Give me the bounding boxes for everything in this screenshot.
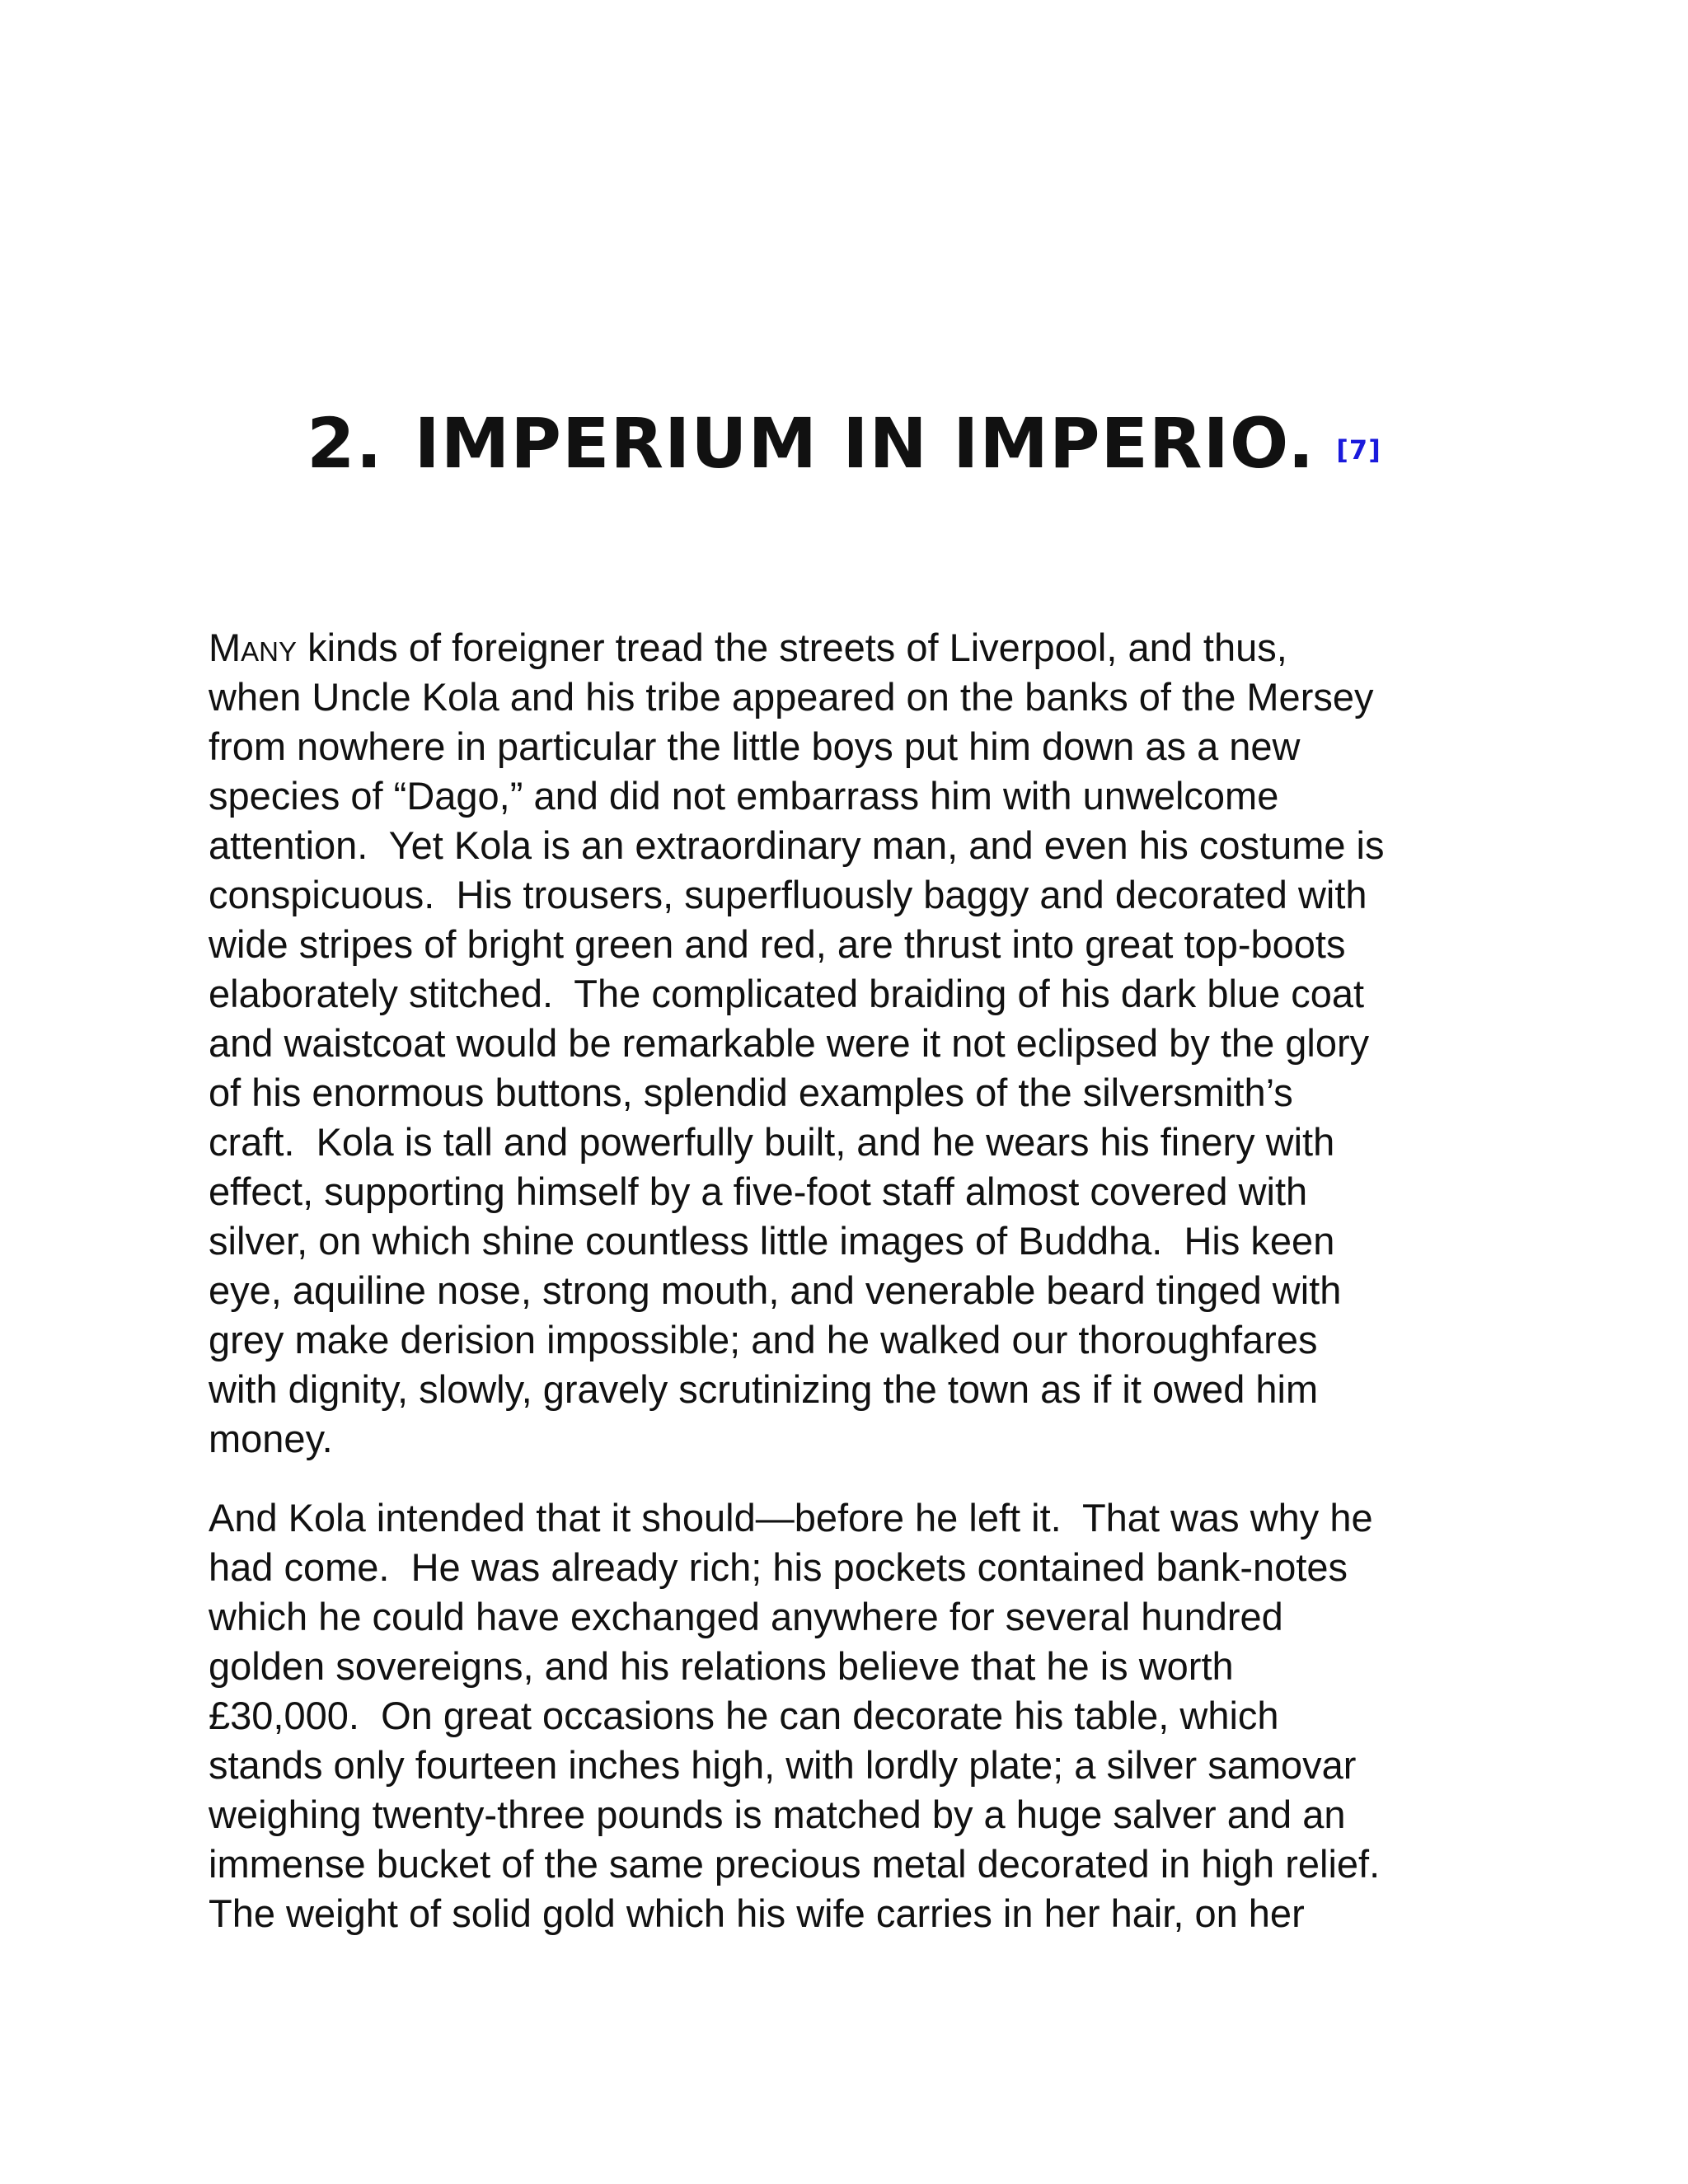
paragraph-line: stands only fourteen inches high, with lordly plate; a silver samovar <box>209 1743 1357 1787</box>
paragraph-line: grey make derision impossible; and he walked our thoroughfares <box>209 1318 1318 1361</box>
paragraph-line: conspicuous. His trousers, superfluously baggy and decorated with <box>209 873 1367 916</box>
lead-smallcaps-word: Many <box>209 626 298 669</box>
paragraph-line: when Uncle Kola and his tribe appeared on the banks of the Mersey <box>209 675 1374 719</box>
paragraph-line: attention. Yet Kola is an extraordinary man, and even his costume is <box>209 823 1385 867</box>
paragraph-line: Many kinds of foreigner tread the streets of Liverpool, and thus, <box>209 626 1287 669</box>
paragraph-1 <box>209 623 1494 1464</box>
paragraph-line: £30,000. On great occasions he can decorate his table, which <box>209 1694 1279 1737</box>
paragraph-line: with dignity, slowly, gravely scrutinizing the town as if it owed him <box>209 1367 1319 1411</box>
paragraph-line: from nowhere in particular the little boys put him down as a new <box>209 724 1301 768</box>
paragraph-line: elaborately stitched. The complicated braiding of his dark blue coat <box>209 972 1365 1015</box>
footnote-link[interactable]: [7] <box>1336 434 1381 466</box>
paragraph-2 <box>209 1493 1494 1938</box>
paragraph-line: immense bucket of the same precious metal decorated in high relief. <box>209 1842 1381 1886</box>
paragraph-line: wide stripes of bright green and red, are thrust into great top-boots <box>209 922 1346 966</box>
paragraph-line: The weight of solid gold which his wife carries in her hair, on her <box>209 1891 1305 1935</box>
paragraph-line: species of “Dago,” and did not embarrass him with unwelcome <box>209 774 1279 818</box>
paragraph-line: and waistcoat would be remarkable were it not eclipsed by the glory <box>209 1021 1370 1065</box>
chapter-number: 2. <box>307 403 383 484</box>
paragraph-line: weighing twenty-three pounds is matched by a huge salver and an <box>209 1793 1346 1836</box>
paragraph-line: money. <box>209 1417 333 1460</box>
paragraph-line: had come. He was already rich; his pockets contained bank-notes <box>209 1545 1348 1589</box>
paragraph-line: effect, supporting himself by a five-foot staff almost covered with <box>209 1169 1308 1213</box>
paragraph-line: which he could have exchanged anywhere for several hundred <box>209 1595 1283 1638</box>
chapter-body <box>209 623 1494 1968</box>
chapter-heading <box>0 402 1688 485</box>
paragraph-line: And Kola intended that it should—before he left it. That was why he <box>209 1496 1373 1540</box>
chapter-title-text: IMPERIUM IN IMPERIO. <box>414 403 1315 484</box>
paragraph-line: craft. Kola is tall and powerfully built, and he wears his finery with <box>209 1120 1335 1164</box>
paragraph-line: eye, aquiline nose, strong mouth, and venerable beard tinged with <box>209 1268 1342 1312</box>
paragraph-line: golden sovereigns, and his relations believe that he is worth <box>209 1644 1234 1688</box>
paragraph-line: of his enormous buttons, splendid examples of the silversmith’s <box>209 1071 1293 1114</box>
paragraph-line: silver, on which shine countless little images of Buddha. His keen <box>209 1219 1335 1263</box>
